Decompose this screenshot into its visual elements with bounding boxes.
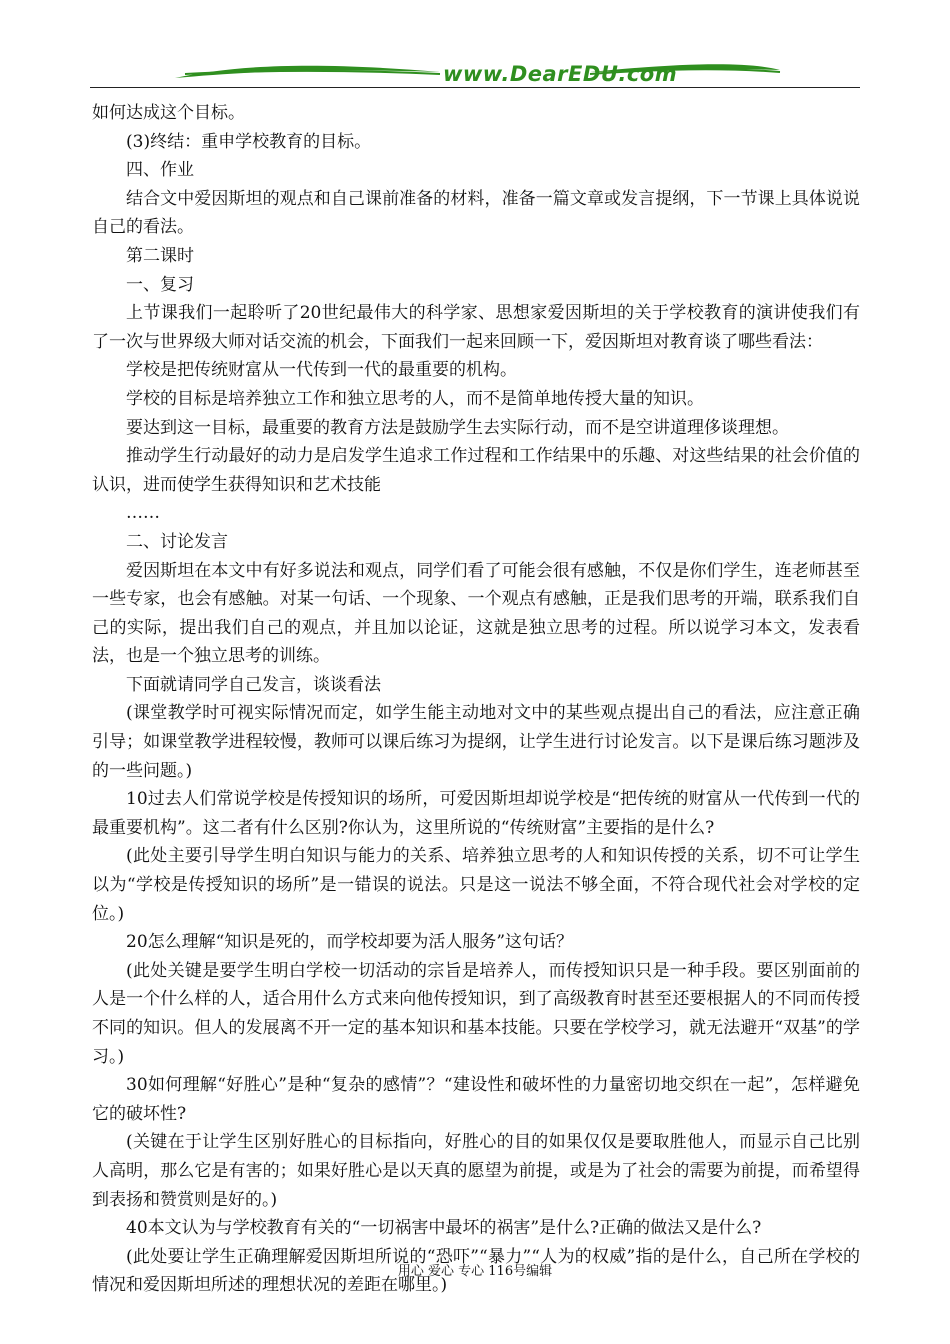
paragraph: (此处要让学生正确理解爱因斯坦所说的“恐吓”“暴力”“人为的权威”指的是什么，自己所在学校的情况和爱因斯坦所述的理想状况的差距在哪里。) bbox=[92, 1246, 860, 1296]
question: 10过去人们常说学校是传授知识的场所，可爱因斯坦却说学校是“把传统的财富从一代传到一代的最重要机构”。这二者有什么区别?你认为，这里所说的“传统财富”主要指的是什么? bbox=[92, 789, 860, 838]
paragraph: (3)终结：重申学校教育的目标。 bbox=[126, 131, 372, 152]
paragraph: 学校的目标是培养独立工作和独立思考的人，而不是简单地传授大量的知识。 bbox=[126, 388, 704, 409]
document-body bbox=[92, 99, 860, 1300]
section-heading: 一、复习 bbox=[126, 274, 194, 295]
paragraph: 学校是把传统财富从一代传到一代的最重要的机构。 bbox=[126, 360, 517, 381]
page-footer: 用心 爱心 专心 116号编辑 bbox=[397, 1264, 553, 1279]
paragraph: (关键在于让学生区别好胜心的目标指向，好胜心的目的如果仅仅是要取胜他人，而显示自己比别人高明，那么它是有害的；如果好胜心是以天真的愿望为前提，或是为了社会的需要为前提，而希望得到表扬和赞赏则是好的。) bbox=[92, 1132, 860, 1210]
ellipsis: …… bbox=[126, 503, 160, 524]
section-heading: 四、作业 bbox=[126, 160, 194, 181]
paragraph: 结合文中爱因斯坦的观点和自己课前准备的材料，准备一篇文章或发言提纲，下一节课上具体说说自己的看法。 bbox=[92, 188, 860, 238]
paragraph: 下面就请同学自己发言，谈谈看法 bbox=[126, 674, 381, 695]
paragraph: (此处关键是要学生明白学校一切活动的宗旨是培养人，而传授知识只是一种手段。要区别面前的人是一个什么样的人，适合用什么方式来向他传授知识，到了高级教育时甚至还要根据人的不同而传授不同的知识。但人的发展离不开一定的基本知识和基本技能。只要在学校学习，就无法避开“双基”的学习。) bbox=[92, 960, 860, 1067]
section-heading: 二、讨论发言 bbox=[126, 531, 228, 552]
paragraph: 如何达成这个目标。 bbox=[92, 103, 245, 123]
paragraph: (课堂教学时可视实际情况而定，如学生能主动地对文中的某些观点提出自己的看法，应注意正确引导；如课堂教学进程较慢，教师可以课后练习为提纲，让学生进行讨论发言。以下是课后练习题涉及的一些问题。) bbox=[92, 703, 860, 781]
paragraph: 要达到这一目标，最重要的教育方法是鼓励学生去实际行动，而不是空讲道理侈谈理想。 bbox=[126, 417, 789, 438]
section-heading: 第二课时 bbox=[126, 245, 194, 266]
paragraph: 推动学生行动最好的动力是启发学生追求工作过程和工作结果中的乐趣、对这些结果的社会价值的认识，进而使学生获得知识和艺术技能 bbox=[92, 446, 860, 495]
paragraph: (此处主要引导学生明白知识与能力的关系、培养独立思考的人和知识传授的关系，切不可让学生以为“学校是传授知识的场所”是一错误的说法。只是这一说法不够全面，不符合现代社会对学校的定位。) bbox=[92, 846, 860, 924]
site-logo[interactable]: www.DearEDU.com bbox=[443, 62, 678, 86]
question: 30如何理解“好胜心”是种“复杂的感情”？“建设性和破坏性的力量密切地交织在一起”，怎样避免它的破坏性? bbox=[92, 1075, 860, 1124]
paragraph: 爱因斯坦在本文中有好多说法和观点，同学们看了可能会很有感触，不仅是你们学生，连老师甚至一些专家，也会有感触。对某一句话、一个现象、一个观点有感触，正是我们思考的开端，联系我们自己的实际，提出我们自己的观点，并且加以论证，这就是独立思考的过程。所以说学习本文，发表看法，也是一个独立思考的训练。 bbox=[92, 560, 860, 667]
page-header bbox=[90, 58, 860, 92]
question: 40本文认为与学校教育有关的“一切祸害中最坏的祸害”是什么?正确的做法又是什么? bbox=[126, 1218, 762, 1239]
paragraph: 上节课我们一起聆听了20世纪最伟大的科学家、思想家爱因斯坦的关于学校教育的演讲使我们有了一次与世界级大师对话交流的机会，下面我们一起来回顾一下，爱因斯坦对教育谈了哪些看法： bbox=[92, 303, 860, 352]
header-rule bbox=[90, 87, 860, 88]
question: 20怎么理解“知识是死的，而学校却要为活人服务”这句话？ bbox=[126, 932, 574, 953]
